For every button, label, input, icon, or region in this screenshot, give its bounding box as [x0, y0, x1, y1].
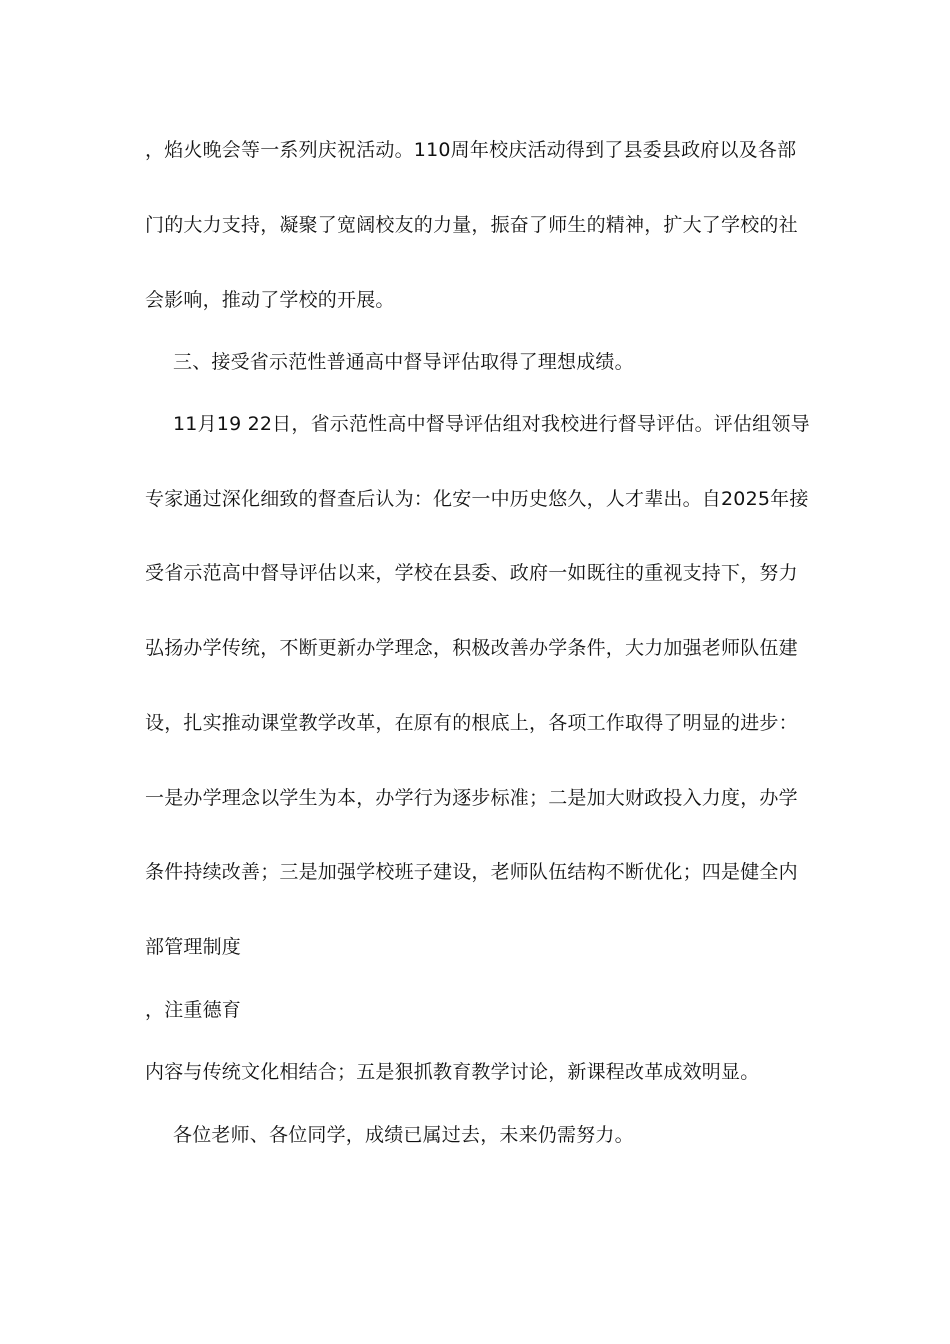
text-line: ，焰火晚会等一系列庆祝活动。110周年校庆活动得到了县委县政府以及各部: [145, 139, 797, 161]
text-line: 各位老师、各位同学，成绩已属过去，未来仍需努力。: [173, 1124, 634, 1146]
text-line: 条件持续改善；三是加强学校班子建设，老师队伍结构不断优化；四是健全内: [145, 861, 798, 883]
text-line: 弘扬办学传统，不断更新办学理念，积极改善办学条件，大力加强老师队伍建: [145, 637, 798, 659]
text-line: 一是办学理念以学生为本，办学行为逐步标准；二是加大财政投入力度，办学: [145, 787, 798, 809]
text-line: 门的大力支持，凝聚了宽阔校友的力量，振奋了师生的精神，扩大了学校的社: [145, 214, 798, 236]
text-line: 内容与传统文化相结合；五是狠抓教育教学讨论，新课程改革成效明显。: [145, 1061, 760, 1083]
section-heading: 三、接受省示范性普通高中督导评估取得了理想成绩。: [173, 351, 634, 373]
text-line: 受省示范高中督导评估以来，学校在县委、政府一如既往的重视支持下，努力: [145, 562, 798, 584]
text-line: 会影响，推动了学校的开展。: [145, 289, 395, 311]
text-line: 11月19 22日，省示范性高中督导评估组对我校进行督导评估。评估组领导: [173, 413, 810, 435]
text-line: 专家通过深化细致的督查后认为：化安一中历史悠久，人才辈出。自2025年接: [145, 488, 809, 510]
text-line: 设，扎实推动课堂教学改革，在原有的根底上，各项工作取得了明显的进步：: [145, 712, 798, 734]
text-line: ，注重德育: [145, 999, 242, 1021]
text-line: 部管理制度: [145, 936, 242, 958]
